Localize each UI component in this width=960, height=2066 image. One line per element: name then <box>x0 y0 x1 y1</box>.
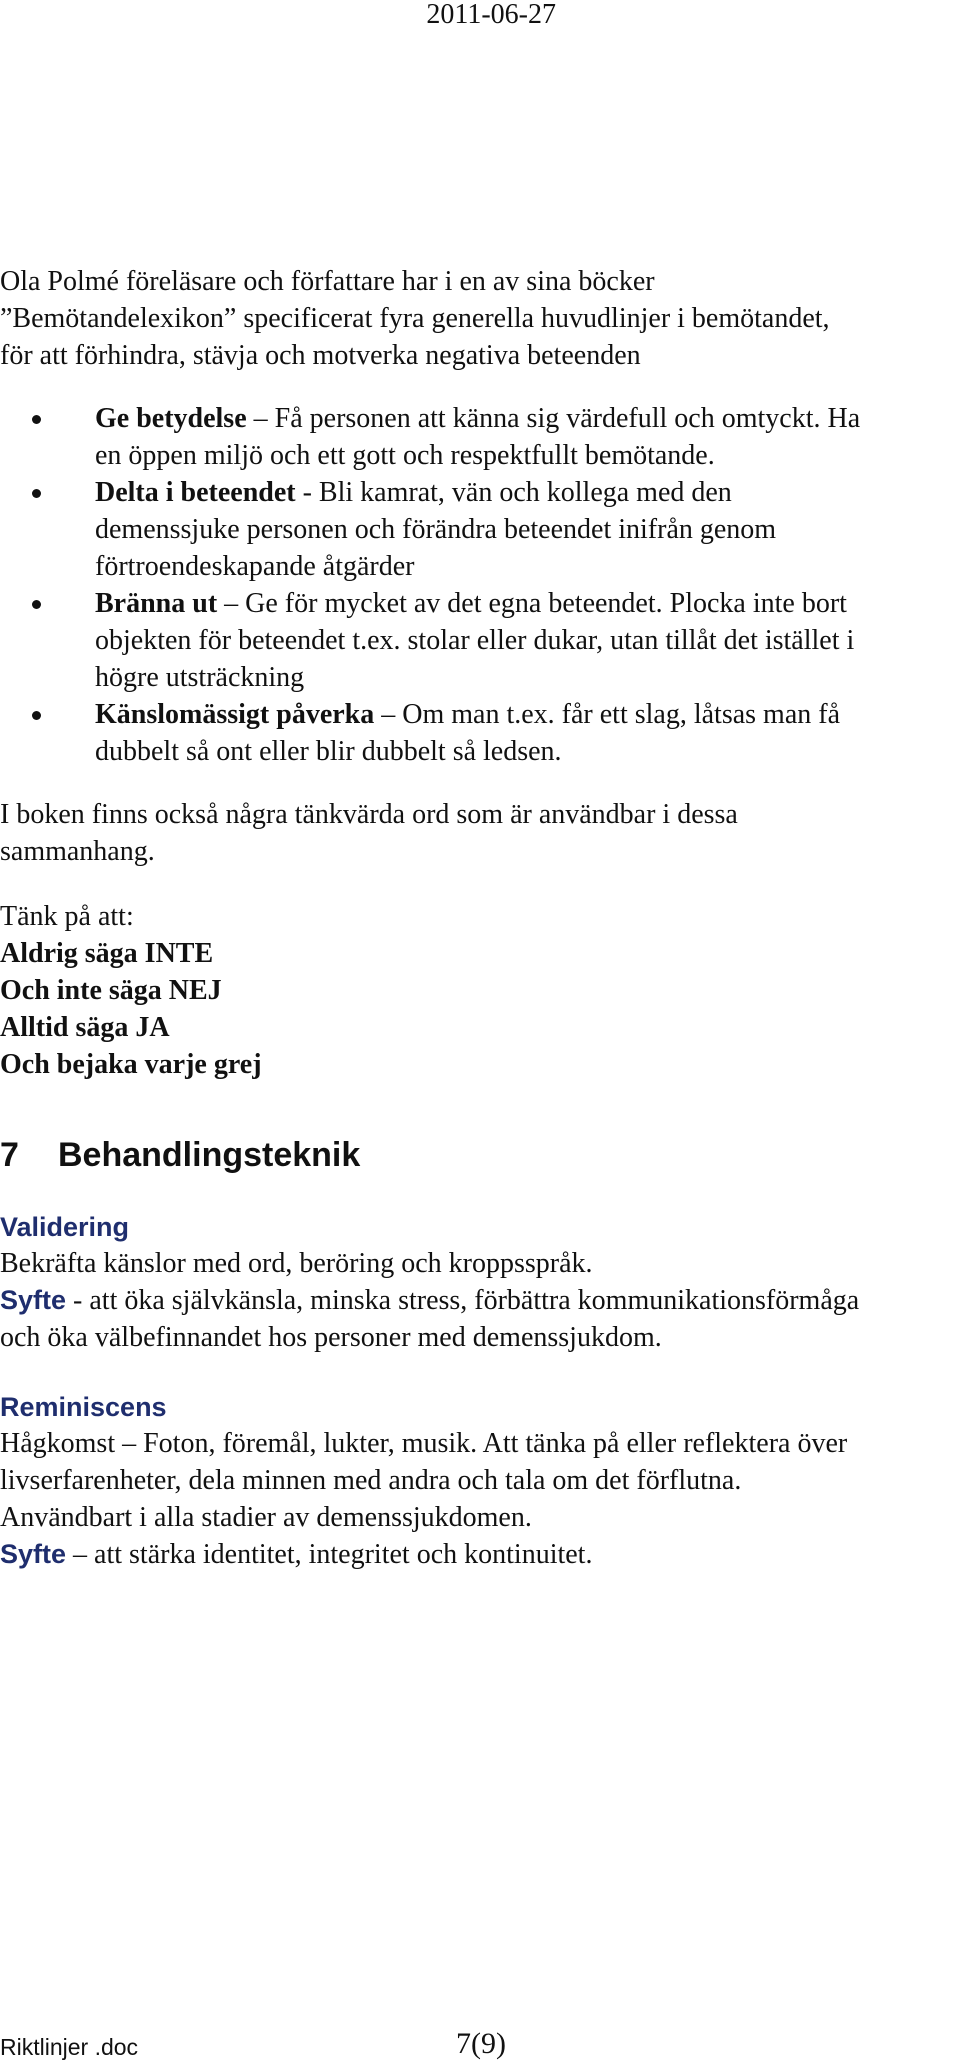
guideline-text: – Få personen att känna sig värdefull och omtyckt. Ha <box>253 403 861 434</box>
guideline-item-ge-betydelse <box>0 400 960 474</box>
guideline-text: demenssjuke personen och förändra beteendet inifrån genom <box>95 514 777 545</box>
guideline-text: förtroendeskapande åtgärder <box>95 551 415 582</box>
guideline-term: Delta i beteendet <box>95 477 296 508</box>
remember-lead: Tänk på att: <box>0 901 134 932</box>
intro-line: för att förhindra, stävja och motverka negativa beteenden <box>0 340 641 371</box>
footer-page-number: 7(9) <box>456 2027 506 2060</box>
book-note-line: sammanhang. <box>0 836 155 867</box>
bullet-icon <box>32 415 41 424</box>
guideline-item-kanslomassigt-paverka <box>0 696 960 770</box>
syfte-label: Syfte <box>0 1285 67 1315</box>
validering-heading: Validering <box>0 1212 130 1242</box>
syfte-label: Syfte <box>0 1539 67 1569</box>
guideline-text: högre utsträckning <box>95 662 305 693</box>
remember-line: Och inte säga NEJ <box>0 975 222 1006</box>
bullet-icon <box>32 489 41 498</box>
syfte-text: – att stärka identitet, integritet och kontinuitet. <box>73 1539 593 1570</box>
reminiscens-block <box>0 1389 960 1573</box>
section-heading <box>0 1135 960 1175</box>
guideline-text: – Ge för mycket av det egna beteendet. Plocka inte bort <box>224 588 847 619</box>
book-note-line: I boken finns också några tänkvärda ord som är användbar i dessa <box>0 799 738 830</box>
validering-syfte-line <box>0 1282 960 1319</box>
intro-line: Ola Polmé föreläsare och författare har i en av sina böcker <box>0 266 655 297</box>
guideline-term: Bränna ut <box>95 588 218 619</box>
bullet-icon <box>32 600 41 609</box>
reminiscens-line: Hågkomst – Foton, föremål, lukter, musik. Att tänka på eller reflektera över <box>0 1428 848 1459</box>
document-body <box>0 263 960 1573</box>
guideline-text: dubbelt så ont eller blir dubbelt så ledsen. <box>95 736 562 767</box>
guideline-term: Känslomässigt påverka <box>95 699 375 730</box>
section-number: 7 <box>0 1136 19 1174</box>
book-note-paragraph <box>0 796 960 870</box>
remember-line: Alltid säga JA <box>0 1012 170 1043</box>
guideline-text: en öppen miljö och ett gott och respektfullt bemötande. <box>95 440 715 471</box>
validering-syfte-line: och öka välbefinnandet hos personer med demenssjukdom. <box>0 1322 662 1353</box>
reminiscens-line: livserfarenheter, dela minnen med andra och tala om det förflutna. <box>0 1465 742 1496</box>
section-title: Behandlingsteknik <box>58 1136 361 1174</box>
intro-line: ”Bemötandelexikon” specificerat fyra generella huvudlinjer i bemötandet, <box>0 303 830 334</box>
reminiscens-line: Användbart i alla stadier av demenssjukdomen. <box>0 1502 532 1533</box>
guideline-text: objekten för beteendet t.ex. stolar eller dukar, utan tillåt det istället i <box>95 625 855 656</box>
guideline-term: Ge betydelse <box>95 403 247 434</box>
guideline-list <box>0 400 960 770</box>
validering-block <box>0 1209 960 1356</box>
remember-line: Aldrig säga INTE <box>0 938 214 969</box>
syfte-text: - att öka självkänsla, minska stress, förbättra kommunikationsförmåga <box>73 1285 860 1316</box>
reminiscens-heading: Reminiscens <box>0 1392 167 1422</box>
intro-paragraph <box>0 263 960 374</box>
header-date: 2011-06-27 <box>426 0 556 30</box>
guideline-item-delta-i-beteendet <box>0 474 960 585</box>
remember-block <box>0 898 960 1083</box>
guideline-item-branna-ut <box>0 585 960 696</box>
reminiscens-syfte-line <box>0 1536 960 1573</box>
guideline-text: - Bli kamrat, vän och kollega med den <box>302 477 732 508</box>
guideline-text: – Om man t.ex. får ett slag, låtsas man få <box>381 699 840 730</box>
validering-text: Bekräfta känslor med ord, beröring och kroppsspråk. <box>0 1248 593 1279</box>
remember-line: Och bejaka varje grej <box>0 1049 262 1080</box>
bullet-icon <box>32 711 41 720</box>
footer-filename: Riktlinjer .doc <box>0 2034 139 2060</box>
